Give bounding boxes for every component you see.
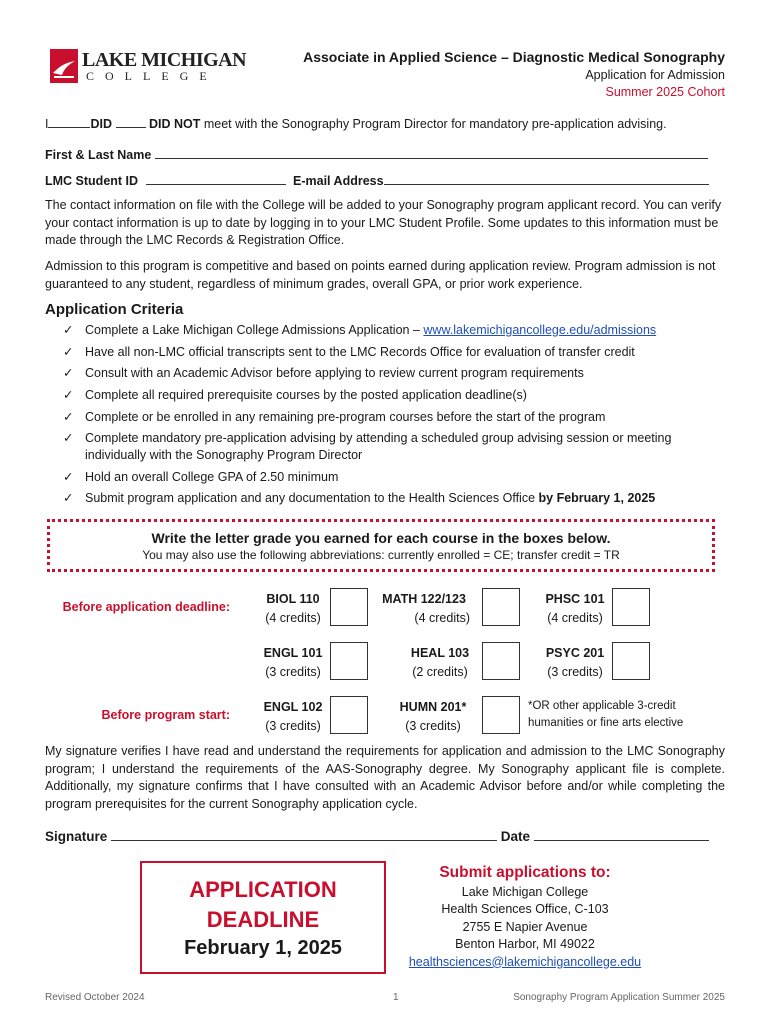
footer-doc-title: Sonography Program Application Summer 2025: [513, 992, 725, 1003]
checkmark-icon: ✓: [63, 410, 74, 424]
grade-box-biol-110[interactable]: [330, 588, 368, 626]
grade-instruction: Write the letter grade you earned for each course in the boxes below.: [151, 530, 611, 546]
student-id-label: LMC Student ID: [45, 174, 139, 188]
checkmark-icon: ✓: [63, 470, 74, 484]
submit-email-link[interactable]: healthsciences@lakemichigancollege.edu: [408, 954, 642, 969]
id-email-row: [45, 173, 709, 188]
did-not-blank[interactable]: [116, 116, 146, 128]
college-logo: [50, 49, 247, 85]
name-field[interactable]: [155, 147, 708, 159]
grade-box-engl-101[interactable]: [330, 642, 368, 680]
signature-field[interactable]: [111, 829, 497, 841]
footer-page-number: 1: [393, 992, 399, 1003]
checkmark-icon: ✓: [63, 345, 74, 359]
cohort-label: Summer 2025 Cohort: [605, 85, 725, 99]
course-heal-103: HEAL 103 (2 credits): [410, 646, 470, 679]
course-engl-101: ENGL 101 (3 credits): [263, 646, 323, 679]
name-row: [45, 147, 708, 162]
grade-abbreviations: You may also use the following abbreviations: currently enrolled = CE; transfer credit = TR: [142, 548, 620, 562]
course-math-122: MATH 122/123 (4 credits): [382, 592, 470, 625]
course-phsc-101: PHSC 101 (4 credits): [545, 592, 605, 625]
email-field[interactable]: [384, 173, 709, 185]
grade-box-math-122[interactable]: [482, 588, 520, 626]
course-humn-201: HUMN 201* (3 credits): [399, 700, 467, 733]
humn-elective-note: *OR other applicable 3-credit humanities or fine arts elective: [528, 700, 684, 729]
submit-info: [400, 864, 650, 971]
document-subtitle: Application for Admission: [585, 68, 725, 82]
grade-instruction-box: [47, 519, 715, 572]
date-field[interactable]: [534, 829, 709, 841]
document-title: Associate in Applied Science – Diagnostic Medical Sonography: [303, 49, 725, 65]
email-label: E-mail Address: [293, 174, 384, 188]
deadline-title-2: DEADLINE: [206, 907, 320, 932]
admissions-link[interactable]: www.lakemichigancollege.edu/admissions: [423, 323, 657, 337]
submit-line-2: Health Sciences Office, C-103: [441, 902, 609, 916]
deadline-box: [140, 861, 386, 974]
checkmark-icon: ✓: [63, 366, 74, 380]
grade-box-heal-103[interactable]: [482, 642, 520, 680]
advising-statement: I DID DID NOT meet with the Sonography Program Director for mandatory pre-application advising.: [45, 117, 667, 131]
logo-college: COLLEGE: [86, 69, 218, 83]
deadline-title-1: APPLICATION: [189, 877, 337, 902]
signature-label: Signature: [45, 829, 108, 844]
grade-box-engl-102[interactable]: [330, 696, 368, 734]
grade-box-psyc-201[interactable]: [612, 642, 650, 680]
before-deadline-label: Before application deadline:: [62, 600, 230, 614]
signature-row: [45, 829, 709, 844]
student-id-field[interactable]: [146, 173, 286, 185]
course-psyc-201: PSYC 201 (3 credits): [545, 646, 605, 679]
grade-box-phsc-101[interactable]: [612, 588, 650, 626]
footer-revised: Revised October 2024: [45, 992, 145, 1003]
submit-title: Submit applications to:: [439, 864, 611, 881]
checkmark-icon: ✓: [63, 431, 74, 445]
checkmark-icon: ✓: [63, 323, 74, 337]
submit-line-1: Lake Michigan College: [461, 884, 589, 899]
checkmark-icon: ✓: [63, 491, 74, 505]
signature-statement: My signature verifies I have read and understand the requirements for application and admission to the LMC Sonography program; I understand the requirements of the AAS-Sonography degree. My Sonography applicant file is complete. Additionally, my signature confirms that I have consulted with an Academic Advisor before and/or while completing the program prerequisites for the current Sonography application cycle.: [45, 744, 725, 811]
logo-mark-icon: [50, 49, 78, 83]
deadline-date: February 1, 2025: [184, 937, 342, 959]
did-blank[interactable]: [48, 116, 90, 128]
contact-info-paragraph: The contact information on file with the College will be added to your Sonography program applicant record. You can verify your contact information is up to date by logging in to your LMC Student Profile. Some updates to this information must be made through the LMC Records & Registration Office.: [45, 198, 722, 247]
before-start-label: Before program start:: [101, 708, 230, 722]
grade-box-humn-201[interactable]: [482, 696, 520, 734]
checkmark-icon: ✓: [63, 388, 74, 402]
date-label: Date: [500, 829, 531, 844]
submit-line-3: 2755 E Napier Avenue: [462, 919, 588, 934]
name-label: First & Last Name: [45, 148, 152, 162]
logo-name: LAKE MICHIGAN: [82, 49, 247, 71]
course-engl-102: ENGL 102 (3 credits): [263, 700, 323, 733]
submit-line-4: Benton Harbor, MI 49022: [455, 937, 595, 951]
admission-paragraph: Admission to this program is competitive and based on points earned during application review. Program admission is not guaranteed to any student, regardless of minimum grades, overall GPA, or prior work experience.: [45, 259, 716, 291]
course-biol-110: BIOL 110 (4 credits): [265, 592, 321, 625]
criteria-title: Application Criteria: [45, 301, 184, 318]
